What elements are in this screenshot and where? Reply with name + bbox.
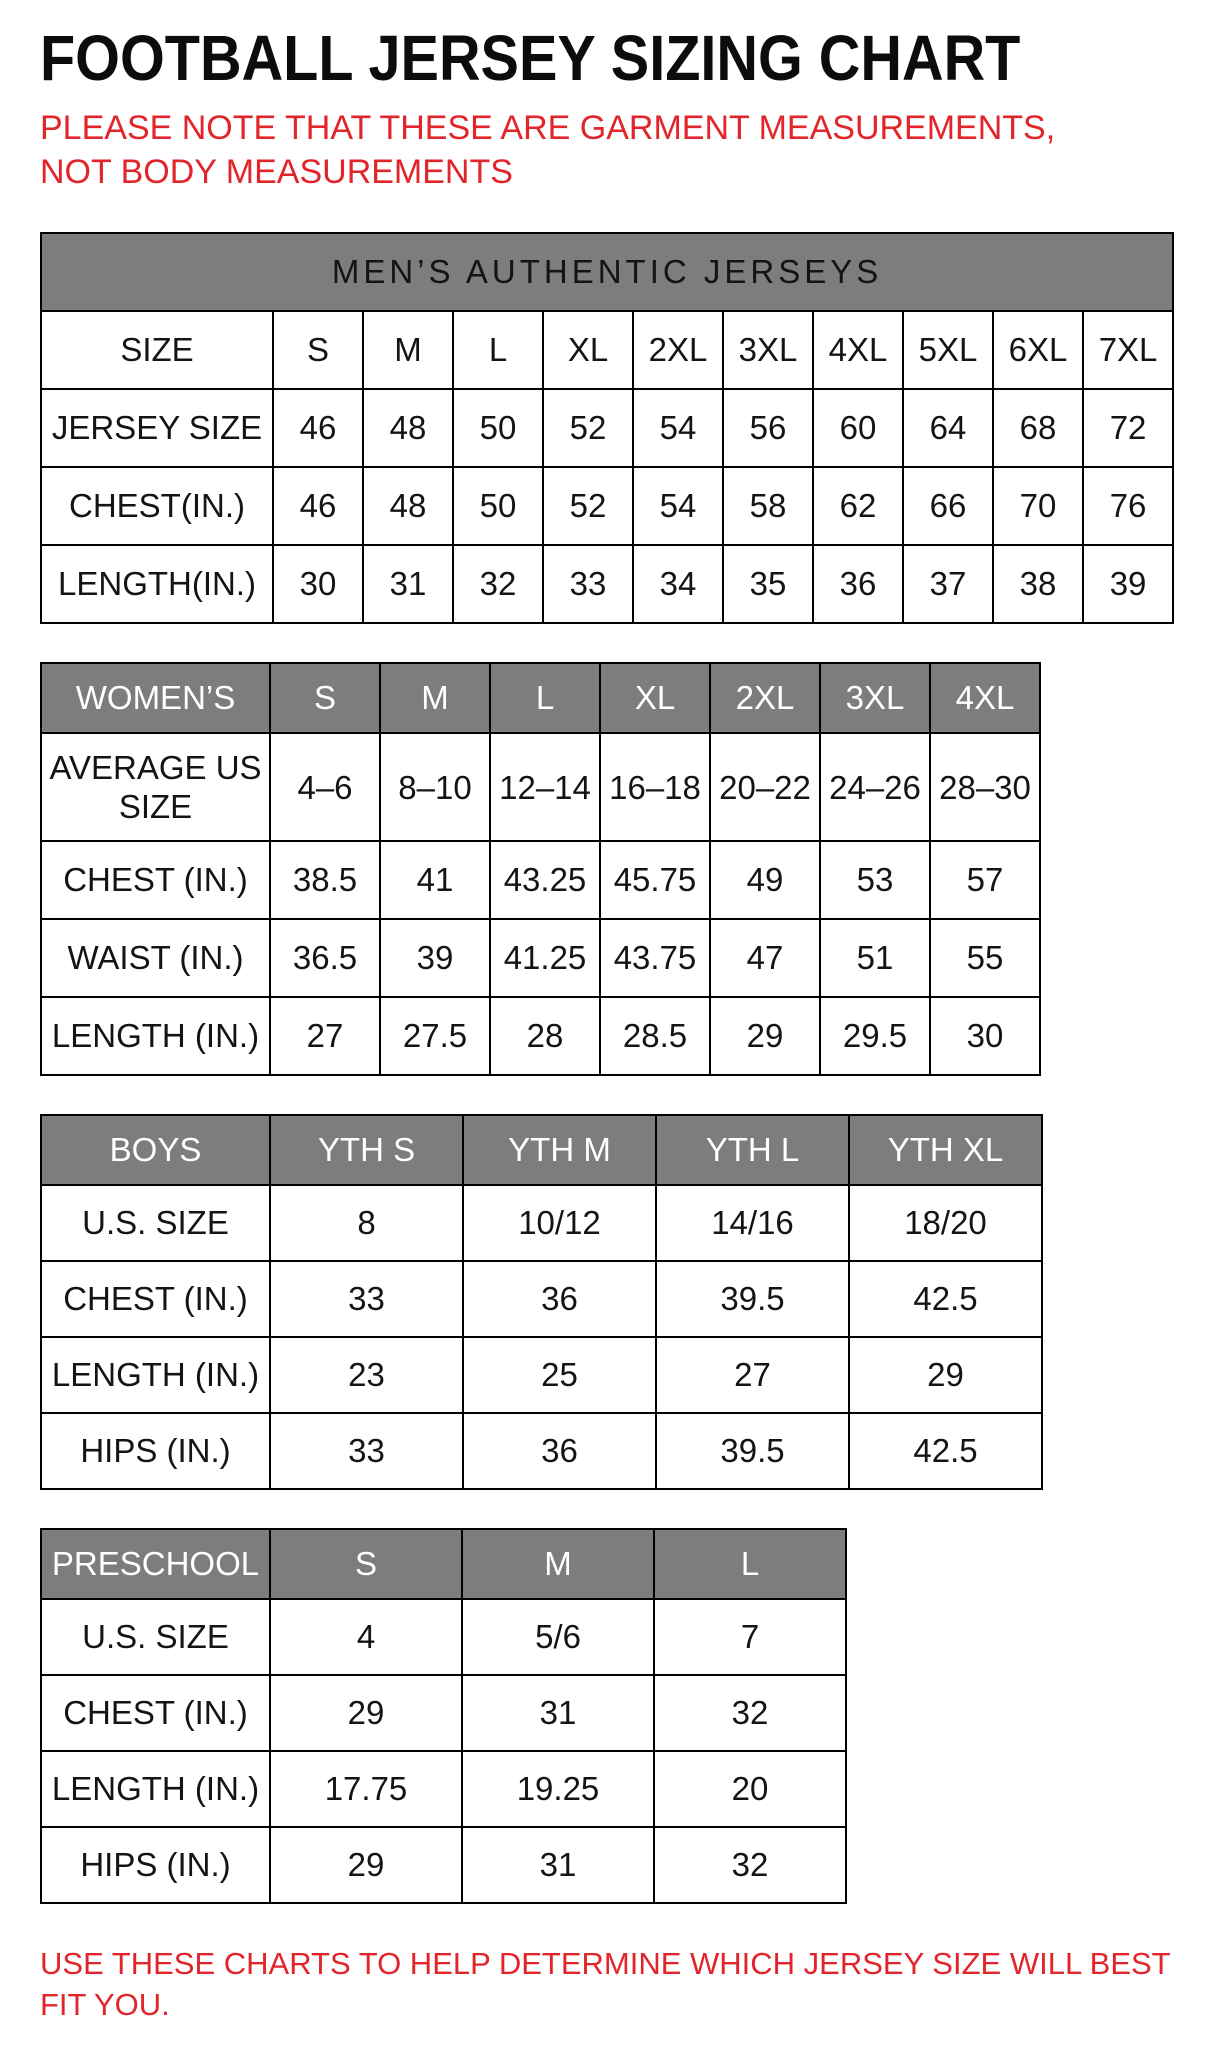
- cell: 27: [270, 997, 380, 1075]
- column-header: YTH S: [270, 1115, 463, 1185]
- column-header: XL: [600, 663, 710, 733]
- column-header: YTH M: [463, 1115, 656, 1185]
- cell: 51: [820, 919, 930, 997]
- cell: 29: [849, 1337, 1042, 1413]
- mens-table-title: MEN’S AUTHENTIC JERSEYS: [41, 233, 1173, 311]
- cell: 43.75: [600, 919, 710, 997]
- cell: 20–22: [710, 733, 820, 841]
- table-row: [41, 919, 1040, 997]
- row-label: LENGTH (IN.): [41, 997, 270, 1075]
- cell: 33: [543, 545, 633, 623]
- cell: 41.25: [490, 919, 600, 997]
- table-row: [41, 311, 1173, 389]
- cell: 58: [723, 467, 813, 545]
- table-row: [41, 1261, 1042, 1337]
- mens-table: [40, 232, 1174, 624]
- column-header: YTH L: [656, 1115, 849, 1185]
- cell: 38.5: [270, 841, 380, 919]
- table-row: [41, 663, 1040, 733]
- cell: 20: [654, 1751, 846, 1827]
- cell: 47: [710, 919, 820, 997]
- boys-table: [40, 1114, 1043, 1490]
- cell: 5XL: [903, 311, 993, 389]
- cell: 16–18: [600, 733, 710, 841]
- cell: S: [273, 311, 363, 389]
- cell: 31: [363, 545, 453, 623]
- table-row: [41, 389, 1173, 467]
- cell: 30: [930, 997, 1040, 1075]
- cell: 62: [813, 467, 903, 545]
- row-label: CHEST (IN.): [41, 1675, 270, 1751]
- cell: 8: [270, 1185, 463, 1261]
- cell: 28.5: [600, 997, 710, 1075]
- cell: 34: [633, 545, 723, 623]
- column-header: 4XL: [930, 663, 1040, 733]
- cell: 29.5: [820, 997, 930, 1075]
- row-label: LENGTH (IN.): [41, 1751, 270, 1827]
- table-row: [41, 1337, 1042, 1413]
- cell: 36: [813, 545, 903, 623]
- column-header: YTH XL: [849, 1115, 1042, 1185]
- row-label: LENGTH (IN.): [41, 1337, 270, 1413]
- cell: 31: [462, 1675, 654, 1751]
- column-header: L: [654, 1529, 846, 1599]
- cell: 76: [1083, 467, 1173, 545]
- cell: 45.75: [600, 841, 710, 919]
- cell: 48: [363, 467, 453, 545]
- cell: 33: [270, 1413, 463, 1489]
- table-row: [41, 1115, 1042, 1185]
- cell: 4: [270, 1599, 462, 1675]
- cell: 68: [993, 389, 1083, 467]
- cell: 39: [1083, 545, 1173, 623]
- cell: 28: [490, 997, 600, 1075]
- cell: 70: [993, 467, 1083, 545]
- table-row: [41, 997, 1040, 1075]
- cell: 52: [543, 467, 633, 545]
- cell: 36: [463, 1413, 656, 1489]
- cell: 50: [453, 467, 543, 545]
- cell: 18/20: [849, 1185, 1042, 1261]
- cell: 66: [903, 467, 993, 545]
- womens-table-title: WOMEN’S: [41, 663, 270, 733]
- cell: 19.25: [462, 1751, 654, 1827]
- table-row: [41, 1827, 846, 1903]
- cell: 6XL: [993, 311, 1083, 389]
- row-label: U.S. SIZE: [41, 1599, 270, 1675]
- cell: 41: [380, 841, 490, 919]
- cell: 42.5: [849, 1413, 1042, 1489]
- cell: 52: [543, 389, 633, 467]
- cell: 38: [993, 545, 1083, 623]
- cell: XL: [543, 311, 633, 389]
- cell: 25: [463, 1337, 656, 1413]
- table-row: [41, 233, 1173, 311]
- column-header: L: [490, 663, 600, 733]
- cell: 57: [930, 841, 1040, 919]
- page-title: FOOTBALL JERSEY SIZING CHART: [40, 22, 1021, 94]
- cell: 60: [813, 389, 903, 467]
- cell: 28–30: [930, 733, 1040, 841]
- cell: 55: [930, 919, 1040, 997]
- cell: 72: [1083, 389, 1173, 467]
- cell: 32: [654, 1827, 846, 1903]
- cell: 39: [380, 919, 490, 997]
- row-label: JERSEY SIZE: [41, 389, 273, 467]
- column-header: M: [462, 1529, 654, 1599]
- cell: 31: [462, 1827, 654, 1903]
- table-row: [41, 1529, 846, 1599]
- column-header: M: [380, 663, 490, 733]
- table-row: [41, 1675, 846, 1751]
- cell: 36: [463, 1261, 656, 1337]
- table-row: [41, 467, 1173, 545]
- row-label: CHEST (IN.): [41, 841, 270, 919]
- cell: 37: [903, 545, 993, 623]
- row-label: LENGTH(IN.): [41, 545, 273, 623]
- row-label: SIZE: [41, 311, 273, 389]
- cell: 39.5: [656, 1413, 849, 1489]
- boys-table-title: BOYS: [41, 1115, 270, 1185]
- cell: 7XL: [1083, 311, 1173, 389]
- cell: 27: [656, 1337, 849, 1413]
- cell: 29: [270, 1675, 462, 1751]
- row-label: WAIST (IN.): [41, 919, 270, 997]
- cell: 14/16: [656, 1185, 849, 1261]
- cell: 10/12: [463, 1185, 656, 1261]
- cell: 5/6: [462, 1599, 654, 1675]
- cell: 39.5: [656, 1261, 849, 1337]
- preschool-table-title: PRESCHOOL: [41, 1529, 270, 1599]
- cell: 46: [273, 389, 363, 467]
- cell: 46: [273, 467, 363, 545]
- cell: 33: [270, 1261, 463, 1337]
- cell: 27.5: [380, 997, 490, 1075]
- cell: 64: [903, 389, 993, 467]
- fit-advice-note: USE THESE CHARTS TO HELP DETERMINE WHICH JERSEY SIZE WILL BEST FIT YOU.: [40, 1946, 1171, 2022]
- cell: 56: [723, 389, 813, 467]
- table-row: [41, 1413, 1042, 1489]
- column-header: 3XL: [820, 663, 930, 733]
- cell: 3XL: [723, 311, 813, 389]
- column-header: 2XL: [710, 663, 820, 733]
- table-row: [41, 733, 1040, 841]
- cell: 29: [710, 997, 820, 1075]
- cell: 32: [453, 545, 543, 623]
- table-row: [41, 1751, 846, 1827]
- cell: L: [453, 311, 543, 389]
- row-label: CHEST (IN.): [41, 1261, 270, 1337]
- cell: 36.5: [270, 919, 380, 997]
- cell: 42.5: [849, 1261, 1042, 1337]
- cell: 43.25: [490, 841, 600, 919]
- cell: 7: [654, 1599, 846, 1675]
- sizing-chart-page: [40, 22, 1180, 2049]
- cell: 32: [654, 1675, 846, 1751]
- cell: 23: [270, 1337, 463, 1413]
- cell: 54: [633, 467, 723, 545]
- table-row: [41, 545, 1173, 623]
- table-row: [41, 841, 1040, 919]
- row-label: AVERAGE US SIZE: [41, 733, 270, 841]
- table-row: [41, 1185, 1042, 1261]
- cell: 48: [363, 389, 453, 467]
- cell: 35: [723, 545, 813, 623]
- row-label: HIPS (IN.): [41, 1413, 270, 1489]
- row-label: CHEST(IN.): [41, 467, 273, 545]
- cell: 24–26: [820, 733, 930, 841]
- cell: 53: [820, 841, 930, 919]
- cell: 54: [633, 389, 723, 467]
- cell: 8–10: [380, 733, 490, 841]
- preschool-table: [40, 1528, 847, 1904]
- cell: 50: [453, 389, 543, 467]
- cell: 17.75: [270, 1751, 462, 1827]
- table-row: [41, 1599, 846, 1675]
- cell: 30: [273, 545, 363, 623]
- cell: 49: [710, 841, 820, 919]
- womens-table: [40, 662, 1041, 1076]
- cell: M: [363, 311, 453, 389]
- row-label: HIPS (IN.): [41, 1827, 270, 1903]
- column-header: S: [270, 663, 380, 733]
- column-header: S: [270, 1529, 462, 1599]
- cell: 4–6: [270, 733, 380, 841]
- row-label: U.S. SIZE: [41, 1185, 270, 1261]
- cell: 29: [270, 1827, 462, 1903]
- cell: 4XL: [813, 311, 903, 389]
- garment-measurements-note: PLEASE NOTE THAT THESE ARE GARMENT MEASUREMENTS, NOT BODY MEASUREMENTS: [40, 109, 1056, 192]
- cell: 12–14: [490, 733, 600, 841]
- cell: 2XL: [633, 311, 723, 389]
